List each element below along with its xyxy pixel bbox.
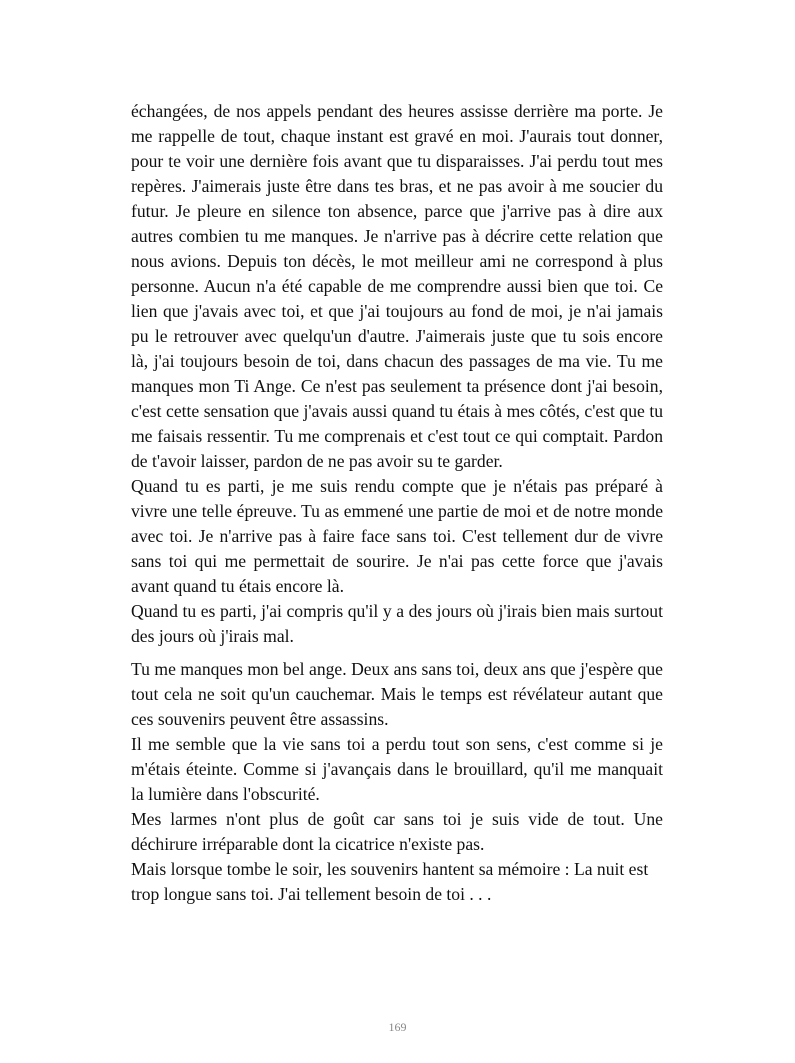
paragraph-3: Quand tu es parti, j'ai compris qu'il y a des jours où j'irais bien mais surtout des jours où j'irais mal. <box>131 601 663 646</box>
body-text <box>131 99 663 907</box>
paragraph-4: Tu me manques mon bel ange. Deux ans sans toi, deux ans que j'espère que tout cela ne soit qu'un cauchemar. Mais le temps est révélateur autant que ces souvenirs peuvent être assassins. <box>131 659 663 729</box>
paragraph-2: Quand tu es parti, je me suis rendu compte que je n'étais pas préparé à vivre une telle épreuve. Tu as emmené une partie de moi et de notre monde avec toi. Je n'arrive pas à faire face sans toi. C'est tellement dur de vivre sans toi qui me permettait de sourire. Je n'ai pas cette force que j'avais avant quand tu étais encore là. <box>131 476 663 596</box>
page-number: 169 <box>388 1020 407 1034</box>
paragraph-7: Mais lorsque tombe le soir, les souvenirs hantent sa mémoire : La nuit est trop longue sans toi. J'ai tellement besoin de toi . . . <box>131 859 649 904</box>
paragraph-spacer <box>131 649 663 657</box>
paragraph-6: Mes larmes n'ont plus de goût car sans toi je suis vide de tout. Une déchirure irréparable dont la cicatrice n'existe pas. <box>131 809 663 854</box>
paragraph-5: Il me semble que la vie sans toi a perdu tout son sens, c'est comme si je m'étais éteinte. Comme si j'avançais dans le brouillard, qu'il me manquait la lumière dans l'obscurité. <box>131 734 663 804</box>
paragraph-1: échangées, de nos appels pendant des heures assisse derrière ma porte. Je me rappelle de tout, chaque instant est gravé en moi. J'aurais tout donner, pour te voir une dernière fois avant que tu disparaisses. J'ai perdu tout mes repères. J'aimerais juste être dans tes bras, et ne pas avoir à me soucier du futur. Je pleure en silence ton absence, parce que j'arrive pas à dire aux autres combien tu me manques. Je n'arrive pas à décrire cette relation que nous avions. Depuis ton décès, le mot meilleur ami ne correspond à plus personne. Aucun n'a été capable de me comprendre aussi bien que toi. Ce lien que j'avais avec toi, et que j'ai toujours au fond de moi, je n'ai jamais pu le retrouver avec quelqu'un d'autre. J'aimerais juste que tu sois encore là, j'ai toujours besoin de toi, dans chacun des passages de ma vie. Tu me manques mon Ti Ange. Ce n'est pas seulement ta présence dont j'ai besoin, c'est cette sensation que j'avais aussi quand tu étais à mes côtés, c'est que tu me faisais ressentir. Tu me comprenais et c'est tout ce qui comptait. Pardon de t'avoir laisser, pardon de ne pas avoir su te garder. <box>131 101 663 471</box>
